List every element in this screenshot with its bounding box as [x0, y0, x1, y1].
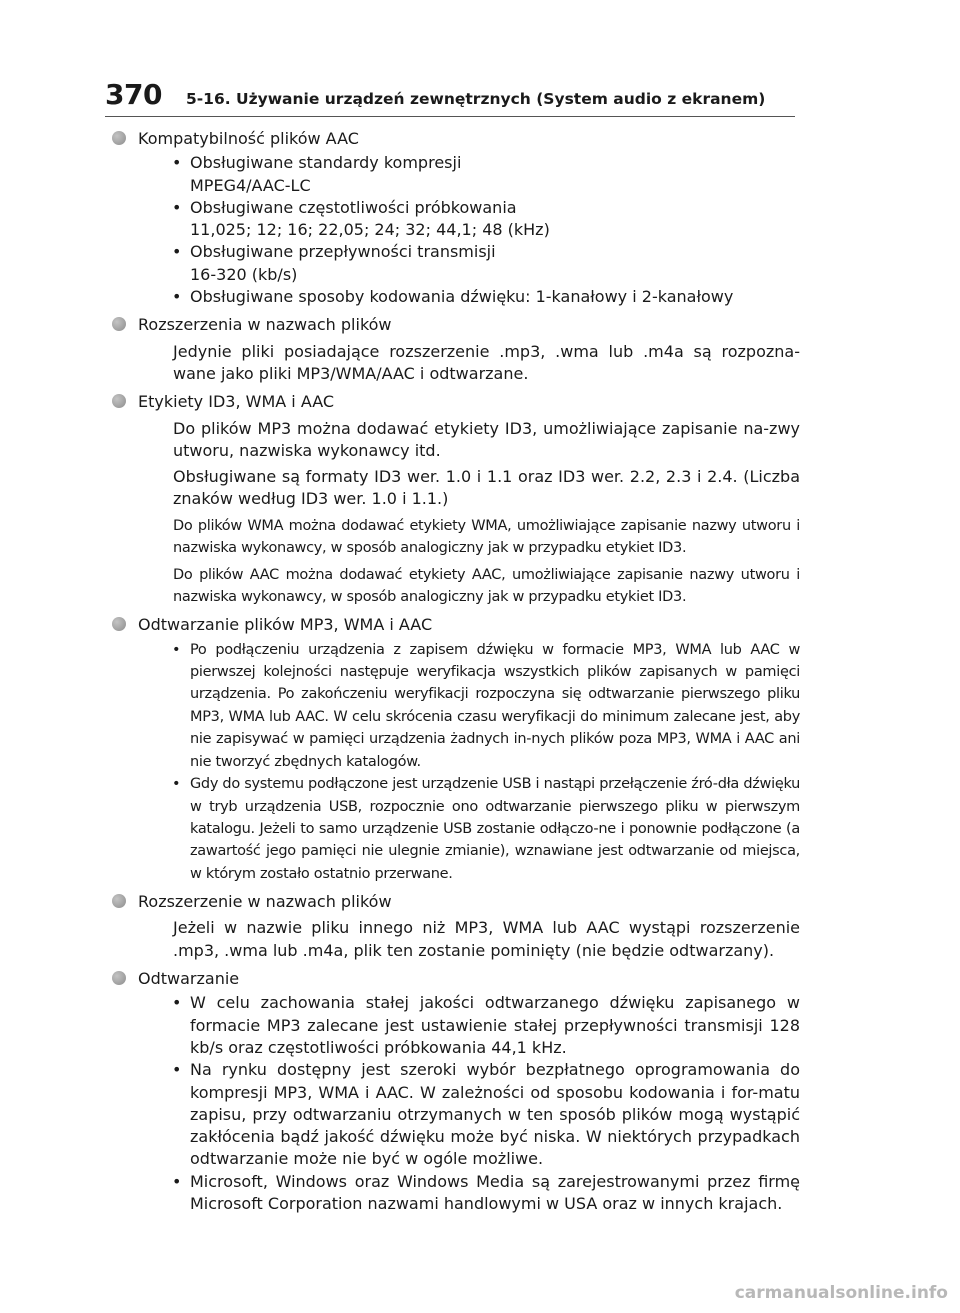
paragraph: Do plików AAC można dodawać etykiety AAC, umożliwiające zapisanie nazwy utworu i nazwiska wykonawcy, w sposób analogiczny jak w przypadku etykiet ID3.: [173, 566, 800, 605]
paragraph: Obsługiwane są formaty ID3 wer. 1.0 i 1.1 oraz ID3 wer. 2.2, 2.3 i 2.4. (Liczba znaków według ID3 wer. 1.0 i 1.1.): [173, 467, 800, 509]
header-rule: [105, 116, 795, 117]
bullet-circle-icon: [112, 971, 126, 985]
list-item: • Obsługiwane przepływności transmisji 16-320 (kb/s): [172, 241, 800, 286]
list-item: • W celu zachowania stałej jakości odtwarzanego dźwięku zapisanego w formacie MP3 zalecane jest ustawienie stałej przepływności transmisji 128 kb/s oraz częstotliwości próbkowania 44,1 kHz.: [172, 992, 800, 1059]
paragraph: Jeżeli w nazwie pliku innego niż MP3, WMA lub AAC wystąpi rozszerzenie .mp3, .wma lub .m4a, plik ten zostanie pominięty (nie będzie odtwarzany).: [173, 918, 800, 960]
page-header: [105, 78, 765, 111]
paragraph: Jedynie pliki posiadające rozszerzenie .mp3, .wma lub .m4a są rozpozna-wane jako pliki MP3/WMA/AAC i odtwarzane.: [173, 341, 800, 383]
bullet-list: [172, 152, 800, 308]
paragraph: Do plików MP3 można dodawać etykiety ID3, umożliwiające zapisanie na-zwy utworu, nazwiska wykonawcy itd.: [173, 418, 800, 460]
section-title: Rozszerzenie w nazwach plików: [138, 891, 800, 913]
section-title: Etykiety ID3, WMA i AAC: [138, 391, 800, 413]
bullet-list: [172, 992, 800, 1215]
list-item: • Gdy do systemu podłączone jest urządzenie USB i nastąpi przełączenie źró-dła dźwięku w tryb urządzenia USB, rozpocznie ono odtwarzanie pierwszego pliku w pierwszym katalogu. Jeżeli to samo urządzenie USB zostanie odłączo-ne i ponownie podłączone (a zawartość jego pamięci nie ulegnie zmianie), wznawiane jest odtwarzanie od miejsca, w którym zostało ostatnio przerwane.: [172, 773, 800, 885]
section-playback-files: [138, 614, 800, 885]
page-content: [138, 128, 800, 1221]
bullet-circle-icon: [112, 317, 126, 331]
section-tags: [138, 391, 800, 608]
section-title: Odtwarzanie: [138, 968, 800, 990]
bullet-circle-icon: [112, 131, 126, 145]
section-extension-in-name: [138, 891, 800, 962]
list-item: • Obsługiwane standardy kompresji MPEG4/AAC-LC: [172, 152, 800, 197]
section-title: Kompatybilność plików AAC: [138, 128, 800, 150]
bullet-list: [172, 639, 800, 885]
list-item: • Obsługiwane sposoby kodowania dźwięku: 1-kanałowy i 2-kanałowy: [172, 286, 800, 308]
page-number: 370: [105, 78, 162, 111]
bullet-circle-icon: [112, 617, 126, 631]
section-file-extensions: [138, 314, 800, 385]
section-aac-compat: [138, 128, 800, 308]
section-title: Odtwarzanie plików MP3, WMA i AAC: [138, 614, 800, 636]
bullet-circle-icon: [112, 394, 126, 408]
list-item: • Na rynku dostępny jest szeroki wybór bezpłatnego oprogramowania do kompresji MP3, WMA i AAC. W zależności od sposobu kodowania i for-matu zapisu, przy odtwarzaniu otrzymanych w ten sposób plików mogą wystąpić zakłócenia bądź jakość dźwięku może być niska. W niektórych przypadkach odtwarzanie może nie być w ogóle możliwe.: [172, 1059, 800, 1170]
list-item: • Microsoft, Windows oraz Windows Media są zarejestrowanymi przez firmę Microsoft Corporation nazwami handlowymi w USA oraz w innych krajach.: [172, 1171, 800, 1216]
bullet-circle-icon: [112, 894, 126, 908]
section-playback: [138, 968, 800, 1215]
chapter-title: 5-16. Używanie urządzeń zewnętrznych (System audio z ekranem): [185, 90, 766, 108]
list-item: • Po podłączeniu urządzenia z zapisem dźwięku w formacie MP3, WMA lub AAC w pierwszej kolejności następuje weryfikacja wszystkich plików zapisanych w pamięci urządzenia. Po zakończeniu weryfikacji rozpoczyna się odtwarzanie pierwszego pliku MP3, WMA lub AAC. W celu skrócenia czasu weryfikacji do minimum zalecane jest, aby nie zapisywać w pamięci urządzenia żadnych in-nych plików poza MP3, WMA i AAC ani nie tworzyć zbędnych katalogów.: [172, 639, 800, 773]
section-title: Rozszerzenia w nazwach plików: [138, 314, 800, 336]
watermark: carmanualsonline.info: [734, 1283, 948, 1303]
list-item: • Obsługiwane częstotliwości próbkowania 11,025; 12; 16; 22,05; 24; 32; 44,1; 48 (kHz): [172, 197, 800, 242]
paragraph: Do plików WMA można dodawać etykiety WMA, umożliwiające zapisanie nazwy utworu i nazwiska wykonawcy, w sposób analogiczny jak w przypadku etykiet ID3.: [173, 517, 800, 557]
